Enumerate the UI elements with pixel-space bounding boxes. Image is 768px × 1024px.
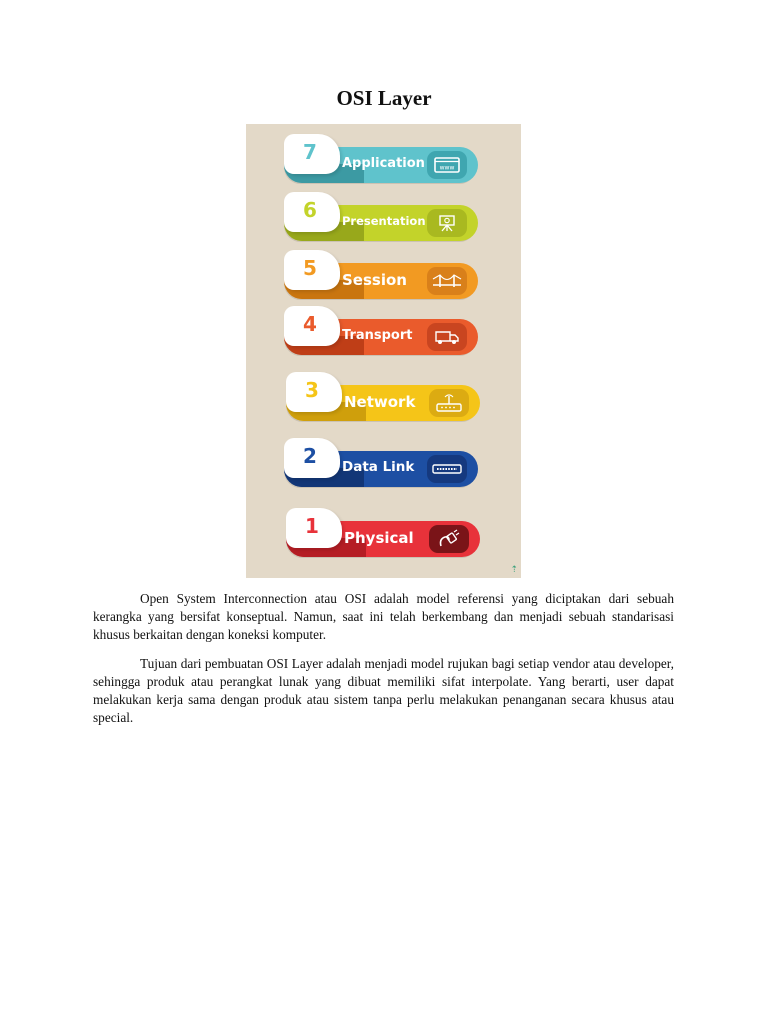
- layer-number: 7: [303, 140, 317, 164]
- layer-network: [286, 372, 482, 424]
- network-switch-icon: [427, 455, 467, 483]
- www-window-icon: [427, 151, 467, 179]
- page-title: OSI Layer: [336, 86, 432, 110]
- svg-text:www: www: [439, 164, 455, 172]
- layer-number: 2: [303, 444, 317, 468]
- cable-plug-icon: [429, 525, 469, 553]
- layer-number: 5: [303, 256, 317, 280]
- arrow-up-icon: ⇡: [510, 565, 518, 575]
- layer-number: 1: [305, 514, 319, 538]
- paragraph-osi-definition: Open System Interconnection atau OSI adalah model referensi yang diciptakan dari sebuah kerangka yang bersifat konseptual. Namun, saat ini telah berkembang dan menjadi sebuah standarisasi khusus berkaitan dengan koneksi komputer.: [93, 591, 674, 642]
- bridge-icon: [427, 267, 467, 295]
- layer-physical: [286, 508, 482, 560]
- paragraph-osi-purpose: Tujuan dari pembuatan OSI Layer adalah menjadi model rujukan bagi setiap vendor atau developer, sehingga produk atau perangkat lunak yang dibuat memiliki sifat interpolate. Yang berarti, user dapat melakukan kerja sama dengan produk atau sistem tanpa perlu melakukan penanganan secara khusus atau special.: [93, 656, 674, 725]
- presentation-board-icon: [427, 209, 467, 237]
- delivery-truck-icon: [427, 323, 467, 351]
- layer-session: [284, 250, 480, 302]
- layer-transport: [284, 306, 480, 358]
- layer-data-link: [284, 438, 480, 490]
- layer-name: Presentation: [342, 214, 426, 228]
- layer-name: Session: [342, 271, 407, 289]
- layer-name: Transport: [342, 328, 413, 343]
- layer-name: Network: [344, 393, 416, 411]
- layer-number: 3: [305, 378, 319, 402]
- layer-name: Application: [342, 156, 425, 171]
- layer-application: [284, 134, 480, 186]
- osi-layer-figure: [246, 124, 521, 578]
- layer-number: 4: [303, 312, 317, 336]
- router-icon: [429, 389, 469, 417]
- layer-name: Data Link: [342, 459, 415, 475]
- layer-presentation: [284, 192, 480, 244]
- layer-number: 6: [303, 198, 317, 222]
- layer-name: Physical: [344, 529, 414, 547]
